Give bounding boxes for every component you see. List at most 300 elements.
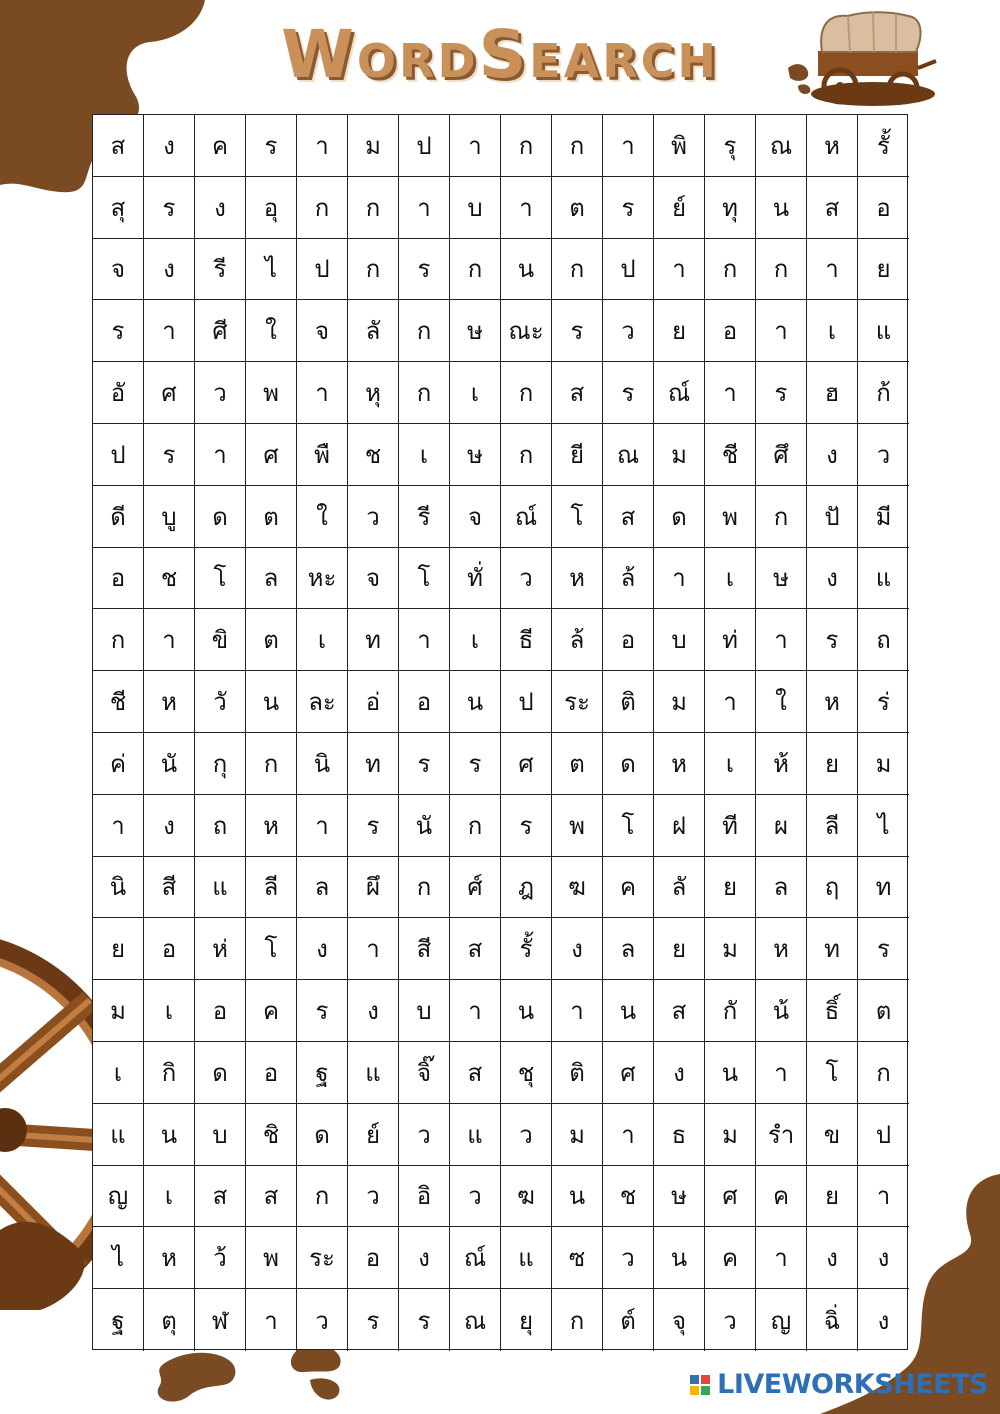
- grid-cell[interactable]: ม: [552, 1104, 603, 1166]
- grid-cell[interactable]: ก: [297, 177, 348, 239]
- grid-cell[interactable]: ว: [705, 1289, 756, 1351]
- grid-cell[interactable]: ย: [654, 300, 705, 362]
- grid-cell[interactable]: ส: [450, 918, 501, 980]
- grid-cell[interactable]: จุ: [654, 1289, 705, 1351]
- grid-cell[interactable]: ค: [705, 1227, 756, 1289]
- grid-cell[interactable]: บ: [195, 1104, 246, 1166]
- grid-cell[interactable]: ณ: [603, 424, 654, 486]
- grid-cell[interactable]: ง: [807, 424, 858, 486]
- grid-cell[interactable]: ร: [603, 362, 654, 424]
- grid-cell[interactable]: ณ์: [501, 486, 552, 548]
- grid-cell[interactable]: ย์: [348, 1104, 399, 1166]
- grid-cell[interactable]: ง: [297, 918, 348, 980]
- grid-cell[interactable]: น: [552, 1166, 603, 1228]
- liveworksheets-footer[interactable]: [689, 1369, 988, 1400]
- grid-cell[interactable]: ย: [93, 918, 144, 980]
- grid-cell[interactable]: า: [399, 177, 450, 239]
- grid-cell[interactable]: แ: [93, 1104, 144, 1166]
- grid-cell[interactable]: เ: [807, 300, 858, 362]
- grid-cell[interactable]: า: [552, 980, 603, 1042]
- grid-cell[interactable]: ร: [399, 239, 450, 301]
- grid-cell[interactable]: ใ: [297, 486, 348, 548]
- grid-cell[interactable]: ป: [858, 1104, 909, 1166]
- grid-cell[interactable]: า: [450, 115, 501, 177]
- grid-cell[interactable]: ว: [603, 1227, 654, 1289]
- grid-cell[interactable]: า: [756, 609, 807, 671]
- grid-cell[interactable]: ณ: [450, 1289, 501, 1351]
- grid-cell[interactable]: รั้: [858, 115, 909, 177]
- grid-cell[interactable]: ง: [807, 548, 858, 610]
- grid-cell[interactable]: า: [807, 239, 858, 301]
- grid-cell[interactable]: เ: [450, 362, 501, 424]
- grid-cell[interactable]: โ: [603, 795, 654, 857]
- grid-cell[interactable]: ณะ: [501, 300, 552, 362]
- grid-cell[interactable]: น: [603, 980, 654, 1042]
- grid-cell[interactable]: ม: [654, 671, 705, 733]
- grid-cell[interactable]: ติ: [603, 671, 654, 733]
- grid-cell[interactable]: กุ: [195, 733, 246, 795]
- grid-cell[interactable]: ผึ: [348, 857, 399, 919]
- grid-cell[interactable]: ก: [552, 1289, 603, 1351]
- grid-cell[interactable]: แ: [858, 300, 909, 362]
- grid-cell[interactable]: ว: [348, 486, 399, 548]
- grid-cell[interactable]: น: [144, 1104, 195, 1166]
- grid-cell[interactable]: ญ: [756, 1289, 807, 1351]
- grid-cell[interactable]: ส: [654, 980, 705, 1042]
- grid-cell[interactable]: ใ: [756, 671, 807, 733]
- grid-cell[interactable]: ก: [93, 609, 144, 671]
- grid-cell[interactable]: ปั: [807, 486, 858, 548]
- grid-cell[interactable]: ว: [603, 300, 654, 362]
- grid-cell[interactable]: ฉิ่: [807, 1289, 858, 1351]
- grid-cell[interactable]: ง: [348, 980, 399, 1042]
- grid-cell[interactable]: พ: [552, 795, 603, 857]
- grid-cell[interactable]: กิ: [144, 1042, 195, 1104]
- grid-cell[interactable]: ร: [450, 733, 501, 795]
- grid-cell[interactable]: วั: [195, 671, 246, 733]
- grid-cell[interactable]: ศ: [246, 424, 297, 486]
- grid-cell[interactable]: อ: [144, 918, 195, 980]
- grid-cell[interactable]: ก: [552, 239, 603, 301]
- grid-cell[interactable]: ห้: [756, 733, 807, 795]
- grid-cell[interactable]: ไ: [858, 795, 909, 857]
- grid-cell[interactable]: เ: [705, 548, 756, 610]
- grid-cell[interactable]: ระ: [297, 1227, 348, 1289]
- grid-cell[interactable]: ต: [246, 609, 297, 671]
- grid-cell[interactable]: ง: [195, 177, 246, 239]
- grid-cell[interactable]: ก: [756, 486, 807, 548]
- grid-cell[interactable]: ส: [93, 115, 144, 177]
- grid-cell[interactable]: พ: [246, 1227, 297, 1289]
- grid-cell[interactable]: ฤ: [807, 857, 858, 919]
- grid-cell[interactable]: นั: [144, 733, 195, 795]
- grid-cell[interactable]: ธิ์: [807, 980, 858, 1042]
- grid-cell[interactable]: ก: [858, 1042, 909, 1104]
- grid-cell[interactable]: ห: [654, 733, 705, 795]
- grid-cell[interactable]: ทั่: [450, 548, 501, 610]
- grid-cell[interactable]: ร: [144, 424, 195, 486]
- grid-cell[interactable]: า: [654, 239, 705, 301]
- grid-cell[interactable]: ว: [450, 1166, 501, 1228]
- grid-cell[interactable]: า: [246, 1289, 297, 1351]
- grid-cell[interactable]: พิ: [654, 115, 705, 177]
- grid-cell[interactable]: ฆ: [552, 857, 603, 919]
- grid-cell[interactable]: ง: [858, 1227, 909, 1289]
- grid-cell[interactable]: ว: [399, 1104, 450, 1166]
- grid-cell[interactable]: รี: [195, 239, 246, 301]
- grid-cell[interactable]: ต: [552, 177, 603, 239]
- grid-cell[interactable]: ค: [195, 115, 246, 177]
- grid-cell[interactable]: ว: [348, 1166, 399, 1228]
- grid-cell[interactable]: ยุ: [501, 1289, 552, 1351]
- grid-cell[interactable]: า: [654, 548, 705, 610]
- grid-cell[interactable]: ต์: [603, 1289, 654, 1351]
- grid-cell[interactable]: ง: [144, 115, 195, 177]
- grid-cell[interactable]: รี: [399, 486, 450, 548]
- grid-cell[interactable]: ล้: [552, 609, 603, 671]
- grid-cell[interactable]: ล้: [603, 548, 654, 610]
- grid-cell[interactable]: า: [144, 300, 195, 362]
- grid-cell[interactable]: ค่: [93, 733, 144, 795]
- grid-cell[interactable]: ล: [603, 918, 654, 980]
- grid-cell[interactable]: ร: [348, 795, 399, 857]
- grid-cell[interactable]: โ: [195, 548, 246, 610]
- grid-cell[interactable]: น: [501, 239, 552, 301]
- grid-cell[interactable]: ก: [756, 239, 807, 301]
- grid-cell[interactable]: ว: [501, 548, 552, 610]
- grid-cell[interactable]: ลี: [807, 795, 858, 857]
- grid-cell[interactable]: โ: [399, 548, 450, 610]
- grid-cell[interactable]: อิ: [399, 1166, 450, 1228]
- grid-cell[interactable]: า: [501, 177, 552, 239]
- grid-cell[interactable]: ศ: [603, 1042, 654, 1104]
- grid-cell[interactable]: ว: [501, 1104, 552, 1166]
- grid-cell[interactable]: รั้: [501, 918, 552, 980]
- grid-cell[interactable]: ค: [603, 857, 654, 919]
- grid-cell[interactable]: ศ์: [450, 857, 501, 919]
- grid-cell[interactable]: ช: [348, 424, 399, 486]
- grid-cell[interactable]: ตุ: [144, 1289, 195, 1351]
- grid-cell[interactable]: ง: [144, 239, 195, 301]
- grid-cell[interactable]: นิ: [297, 733, 348, 795]
- grid-cell[interactable]: ติ: [552, 1042, 603, 1104]
- grid-cell[interactable]: ส: [246, 1166, 297, 1228]
- grid-cell[interactable]: ส: [195, 1166, 246, 1228]
- grid-cell[interactable]: ส: [807, 177, 858, 239]
- grid-cell[interactable]: ม: [858, 733, 909, 795]
- grid-cell[interactable]: ละ: [297, 671, 348, 733]
- grid-cell[interactable]: า: [603, 1104, 654, 1166]
- grid-cell[interactable]: ก: [552, 115, 603, 177]
- grid-cell[interactable]: น: [501, 980, 552, 1042]
- grid-cell[interactable]: ล: [756, 857, 807, 919]
- grid-cell[interactable]: ไ: [246, 239, 297, 301]
- grid-cell[interactable]: จ: [450, 486, 501, 548]
- grid-cell[interactable]: ฐ: [297, 1042, 348, 1104]
- grid-cell[interactable]: า: [756, 1227, 807, 1289]
- grid-cell[interactable]: ด: [654, 486, 705, 548]
- grid-cell[interactable]: ถ: [858, 609, 909, 671]
- grid-cell[interactable]: ชี: [705, 424, 756, 486]
- grid-cell[interactable]: า: [195, 424, 246, 486]
- grid-cell[interactable]: ห: [246, 795, 297, 857]
- grid-cell[interactable]: บ: [450, 177, 501, 239]
- grid-cell[interactable]: า: [399, 609, 450, 671]
- grid-cell[interactable]: ก: [501, 115, 552, 177]
- grid-cell[interactable]: อ: [195, 980, 246, 1042]
- grid-cell[interactable]: น: [705, 1042, 756, 1104]
- grid-cell[interactable]: จ: [297, 300, 348, 362]
- grid-cell[interactable]: า: [450, 980, 501, 1042]
- grid-cell[interactable]: ก: [450, 795, 501, 857]
- grid-cell[interactable]: ป: [501, 671, 552, 733]
- grid-cell[interactable]: ง: [654, 1042, 705, 1104]
- grid-cell[interactable]: ทุ: [705, 177, 756, 239]
- grid-cell[interactable]: ห่: [195, 918, 246, 980]
- grid-cell[interactable]: แ: [195, 857, 246, 919]
- grid-cell[interactable]: ย: [807, 733, 858, 795]
- grid-cell[interactable]: ข: [807, 1104, 858, 1166]
- grid-cell[interactable]: ณ์: [654, 362, 705, 424]
- grid-cell[interactable]: ระ: [552, 671, 603, 733]
- grid-cell[interactable]: เ: [705, 733, 756, 795]
- grid-cell[interactable]: ศ: [144, 362, 195, 424]
- grid-cell[interactable]: ห: [144, 671, 195, 733]
- grid-cell[interactable]: ร: [501, 795, 552, 857]
- grid-cell[interactable]: ลั: [654, 857, 705, 919]
- grid-cell[interactable]: แ: [858, 548, 909, 610]
- grid-cell[interactable]: กั: [705, 980, 756, 1042]
- grid-cell[interactable]: ชุ: [501, 1042, 552, 1104]
- grid-cell[interactable]: ฐ: [93, 1289, 144, 1351]
- grid-cell[interactable]: หะ: [297, 548, 348, 610]
- grid-cell[interactable]: ม: [348, 115, 399, 177]
- grid-cell[interactable]: ษ: [450, 300, 501, 362]
- grid-cell[interactable]: ว: [297, 1289, 348, 1351]
- grid-cell[interactable]: ส: [450, 1042, 501, 1104]
- grid-cell[interactable]: ห: [807, 671, 858, 733]
- grid-cell[interactable]: บ: [399, 980, 450, 1042]
- grid-cell[interactable]: ศึ: [756, 424, 807, 486]
- grid-cell[interactable]: ยี: [552, 424, 603, 486]
- grid-cell[interactable]: ขิ: [195, 609, 246, 671]
- grid-cell[interactable]: อั: [93, 362, 144, 424]
- grid-cell[interactable]: ก: [246, 733, 297, 795]
- grid-cell[interactable]: อ: [246, 1042, 297, 1104]
- grid-cell[interactable]: ก: [399, 362, 450, 424]
- grid-cell[interactable]: ส: [552, 362, 603, 424]
- grid-cell[interactable]: ด: [195, 486, 246, 548]
- grid-cell[interactable]: ง: [552, 918, 603, 980]
- grid-cell[interactable]: ชิ: [246, 1104, 297, 1166]
- grid-cell[interactable]: ร: [552, 300, 603, 362]
- grid-cell[interactable]: า: [144, 609, 195, 671]
- grid-cell[interactable]: น้: [756, 980, 807, 1042]
- grid-cell[interactable]: ต: [858, 980, 909, 1042]
- grid-cell[interactable]: ด: [603, 733, 654, 795]
- grid-cell[interactable]: ง: [877, 1306, 890, 1335]
- grid-cell[interactable]: เ: [93, 1042, 144, 1104]
- grid-cell[interactable]: ช: [144, 548, 195, 610]
- grid-cell[interactable]: ฬ: [195, 1289, 246, 1351]
- grid-cell[interactable]: ก: [705, 239, 756, 301]
- grid-cell[interactable]: โ: [552, 486, 603, 548]
- grid-cell[interactable]: ท: [858, 857, 909, 919]
- grid-cell[interactable]: ณ์: [450, 1227, 501, 1289]
- grid-cell[interactable]: ม: [705, 918, 756, 980]
- grid-cell[interactable]: ธ: [654, 1104, 705, 1166]
- grid-cell[interactable]: ด: [195, 1042, 246, 1104]
- grid-cell[interactable]: ร: [246, 115, 297, 177]
- grid-cell[interactable]: อ: [399, 671, 450, 733]
- grid-cell[interactable]: ก: [450, 239, 501, 301]
- grid-cell[interactable]: ย: [807, 1166, 858, 1228]
- grid-cell[interactable]: ร: [603, 177, 654, 239]
- grid-cell[interactable]: ฎ: [501, 857, 552, 919]
- grid-cell[interactable]: เ: [399, 424, 450, 486]
- grid-cell[interactable]: ป: [399, 115, 450, 177]
- grid-cell[interactable]: า: [756, 300, 807, 362]
- grid-cell[interactable]: ว: [858, 424, 909, 486]
- grid-cell[interactable]: ท่: [705, 609, 756, 671]
- grid-cell[interactable]: นั: [399, 795, 450, 857]
- grid-cell[interactable]: ร: [348, 1289, 399, 1351]
- grid-cell[interactable]: เ: [450, 609, 501, 671]
- grid-cell[interactable]: ท: [348, 733, 399, 795]
- grid-cell[interactable]: ร่: [858, 671, 909, 733]
- grid-cell[interactable]: ว: [195, 362, 246, 424]
- grid-cell[interactable]: จ: [93, 239, 144, 301]
- grid-cell[interactable]: ลี: [246, 857, 297, 919]
- grid-cell[interactable]: ต: [246, 486, 297, 548]
- grid-cell[interactable]: า: [297, 795, 348, 857]
- grid-cell[interactable]: ก: [399, 300, 450, 362]
- grid-cell[interactable]: า: [858, 1166, 909, 1228]
- grid-cell[interactable]: อ: [603, 609, 654, 671]
- grid-cell[interactable]: ห: [756, 918, 807, 980]
- grid-cell[interactable]: สี: [144, 857, 195, 919]
- grid-cell[interactable]: ฮ: [807, 362, 858, 424]
- grid-cell[interactable]: โ: [246, 918, 297, 980]
- grid-cell[interactable]: พ: [705, 486, 756, 548]
- grid-cell[interactable]: ม: [705, 1104, 756, 1166]
- grid-cell[interactable]: น: [246, 671, 297, 733]
- grid-cell[interactable]: ง: [144, 795, 195, 857]
- grid-cell[interactable]: ษ: [654, 1166, 705, 1228]
- grid-cell[interactable]: บ: [654, 609, 705, 671]
- grid-cell[interactable]: พ: [246, 362, 297, 424]
- grid-cell[interactable]: รำ: [756, 1104, 807, 1166]
- grid-cell[interactable]: อ: [93, 548, 144, 610]
- grid-cell[interactable]: ค: [756, 1166, 807, 1228]
- grid-cell[interactable]: ย: [858, 239, 909, 301]
- grid-cell[interactable]: า: [297, 115, 348, 177]
- grid-cell[interactable]: น: [450, 671, 501, 733]
- grid-cell[interactable]: เ: [144, 1166, 195, 1228]
- grid-cell[interactable]: ต: [552, 733, 603, 795]
- grid-cell[interactable]: สุ: [93, 177, 144, 239]
- grid-cell[interactable]: ช: [603, 1166, 654, 1228]
- grid-cell[interactable]: ดี: [93, 486, 144, 548]
- grid-cell[interactable]: ผ: [756, 795, 807, 857]
- grid-cell[interactable]: ม: [93, 980, 144, 1042]
- grid-cell[interactable]: ร: [297, 980, 348, 1042]
- grid-cell[interactable]: ล: [246, 548, 297, 610]
- grid-cell[interactable]: ษ: [450, 424, 501, 486]
- grid-cell[interactable]: ศ: [705, 1166, 756, 1228]
- grid-cell[interactable]: จ: [348, 548, 399, 610]
- grid-cell[interactable]: ม: [654, 424, 705, 486]
- grid-cell[interactable]: เ: [297, 609, 348, 671]
- grid-cell[interactable]: ส: [603, 486, 654, 548]
- grid-cell[interactable]: โ: [807, 1042, 858, 1104]
- grid-cell[interactable]: จิ๊: [399, 1042, 450, 1104]
- grid-cell[interactable]: ป: [603, 239, 654, 301]
- grid-cell[interactable]: ท: [807, 918, 858, 980]
- grid-cell[interactable]: ร: [399, 733, 450, 795]
- grid-cell[interactable]: ร: [807, 609, 858, 671]
- grid-cell[interactable]: ก: [501, 362, 552, 424]
- grid-cell[interactable]: ง: [807, 1227, 858, 1289]
- grid-cell[interactable]: ว้: [195, 1227, 246, 1289]
- grid-cell[interactable]: ท: [348, 609, 399, 671]
- grid-cell[interactable]: ก: [348, 239, 399, 301]
- grid-cell[interactable]: ด: [297, 1104, 348, 1166]
- grid-cell[interactable]: ซ: [552, 1227, 603, 1289]
- grid-cell[interactable]: อ่: [348, 671, 399, 733]
- grid-cell[interactable]: เ: [144, 980, 195, 1042]
- grid-cell[interactable]: ร: [756, 362, 807, 424]
- grid-cell[interactable]: า: [705, 362, 756, 424]
- grid-cell[interactable]: ร: [858, 918, 909, 980]
- grid-cell[interactable]: า: [705, 671, 756, 733]
- grid-cell[interactable]: ล: [297, 857, 348, 919]
- grid-cell[interactable]: อุ: [246, 177, 297, 239]
- grid-cell[interactable]: ง: [399, 1227, 450, 1289]
- grid-cell[interactable]: ศี: [195, 300, 246, 362]
- grid-cell[interactable]: ณ: [756, 115, 807, 177]
- grid-cell[interactable]: ย์: [654, 177, 705, 239]
- grid-cell[interactable]: ห: [807, 115, 858, 177]
- grid-cell[interactable]: พื: [297, 424, 348, 486]
- grid-cell[interactable]: ก: [501, 424, 552, 486]
- grid-cell[interactable]: ร: [399, 1289, 450, 1351]
- grid-cell[interactable]: หุ: [348, 362, 399, 424]
- grid-cell[interactable]: ร: [144, 177, 195, 239]
- grid-cell[interactable]: ห: [144, 1227, 195, 1289]
- grid-cell[interactable]: ย: [654, 918, 705, 980]
- grid-cell[interactable]: ป: [297, 239, 348, 301]
- grid-cell[interactable]: า: [348, 918, 399, 980]
- grid-cell[interactable]: แ: [501, 1227, 552, 1289]
- grid-cell[interactable]: า: [603, 115, 654, 177]
- grid-cell[interactable]: ห: [552, 548, 603, 610]
- grid-cell[interactable]: ก: [348, 177, 399, 239]
- grid-cell[interactable]: ย: [705, 857, 756, 919]
- grid-cell[interactable]: ลั: [348, 300, 399, 362]
- grid-cell[interactable]: ชี: [93, 671, 144, 733]
- grid-cell[interactable]: ก: [297, 1166, 348, 1228]
- grid-cell[interactable]: ที: [705, 795, 756, 857]
- grid-cell[interactable]: อ: [858, 177, 909, 239]
- grid-cell[interactable]: ษ: [756, 548, 807, 610]
- grid-cell[interactable]: า: [756, 1042, 807, 1104]
- grid-cell[interactable]: ค: [246, 980, 297, 1042]
- grid-cell[interactable]: มี: [858, 486, 909, 548]
- grid-cell[interactable]: รุ: [705, 115, 756, 177]
- grid-cell[interactable]: ญ: [93, 1166, 144, 1228]
- grid-cell[interactable]: ถ: [195, 795, 246, 857]
